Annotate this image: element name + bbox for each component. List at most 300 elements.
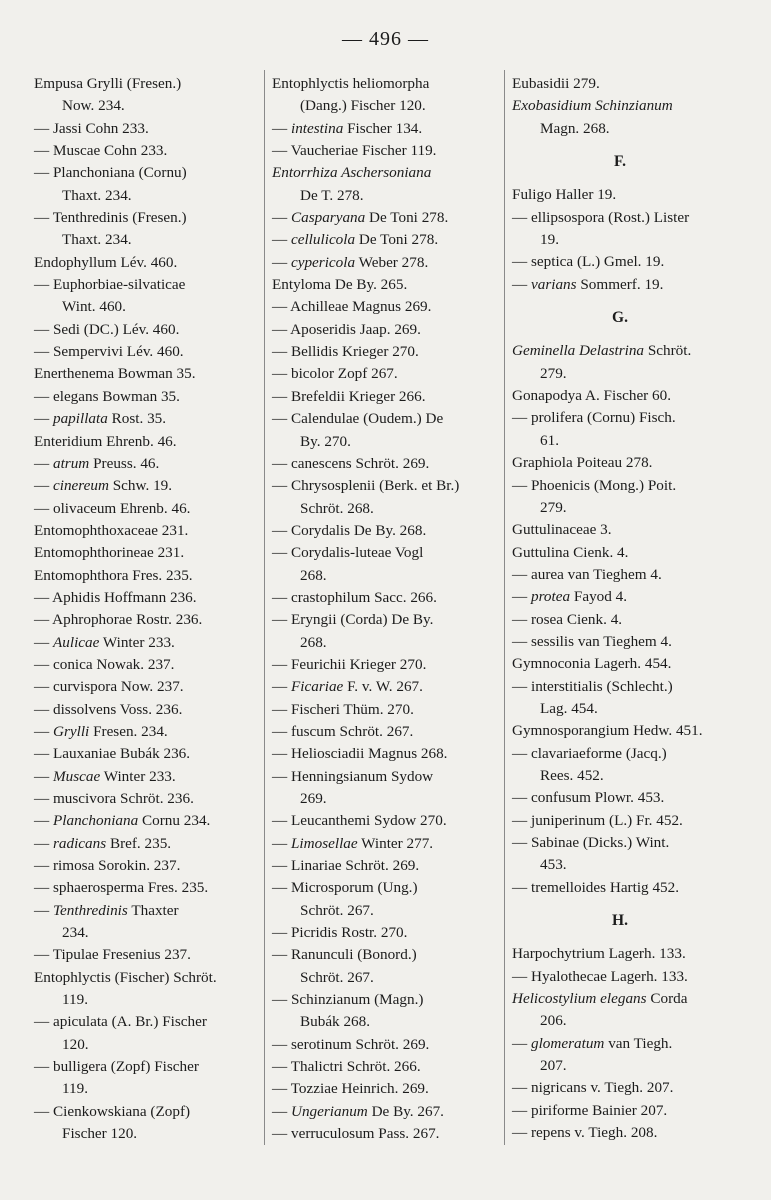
spacer [512,932,752,943]
index-entry [272,207,500,229]
entry-text: — [512,1034,531,1052]
entry-text: — [272,834,291,852]
index-entry [272,408,500,430]
index-entry [272,1078,500,1100]
spacer [512,140,752,151]
index-entry [512,586,752,608]
entry-italic-name: cypericola [290,253,356,271]
index-entry [272,587,500,609]
index-entry [34,855,262,877]
index-entry [272,810,500,832]
entry-italic-name: intestina [290,119,344,137]
index-entry [272,140,500,162]
index-entry [512,1100,752,1122]
entry-text: Schröt. 267. [300,968,374,986]
index-entry [34,609,262,631]
index-entry [512,73,752,95]
entry-text: — Lauxaniae Bubák 236. [34,745,191,763]
index-entry [512,877,752,899]
entry-text: — ellipsospora (Rost.) Lister [512,208,690,226]
index-entry [34,676,262,698]
section-heading: H. [612,912,628,930]
index-entry [34,73,262,95]
entry-text: — serotinum Schröt. 269. [272,1035,430,1053]
entry-text: Thaxt. 234. [62,186,132,204]
entry-text: Entophlyctis heliomorpha [272,75,430,92]
entry-text: Fuligo Haller 19. [512,186,617,204]
entry-text: — Heliosciadii Magnus 268. [272,745,448,763]
entry-text: Lag. 454. [540,699,598,717]
entry-text-after: Rost. 35. [107,410,167,428]
entry-text: — Corydalis De By. 268. [272,521,427,539]
index-entry [272,542,500,564]
entry-text-after: Cornu 234. [138,812,211,830]
index-entry [272,341,500,363]
index-entry [272,654,500,676]
entry-text: Enteridium Ehrenb. 46. [34,432,177,450]
entry-italic-name: Casparyana [290,209,366,227]
entry-text: — interstitialis (Schlecht.) [512,677,673,695]
entry-text: Graphiola Poiteau 278. [512,454,653,472]
entry-italic-name: Ungerianum [290,1102,368,1120]
entry-text: — [34,633,53,651]
index-entry [512,787,752,809]
entry-text: Gonapodya A. Fischer 60. [512,387,672,405]
entry-text: 279. [540,364,567,382]
entry-italic-name: radicans [52,834,107,852]
entry-text: Thaxt. 234. [62,231,132,249]
entry-text-after: van Tiegh. [604,1034,673,1052]
entry-text: — [34,454,53,472]
entry-text-after: Fresen. 234. [89,722,168,740]
entry-italic-name: Geminella Delastrina [512,342,645,360]
spacer [512,329,752,340]
index-entry [272,229,500,251]
index-entry [512,720,752,742]
entry-text: Eubasidii 279. [512,75,600,92]
index-entry [272,699,500,721]
entry-text: Magn. 268. [540,119,610,137]
entry-italic-name: cellulicola [290,231,356,249]
entry-text: — muscivora Schröt. 236. [34,790,194,807]
entry-italic-name: protea [530,588,571,606]
entry-text: — septica (L.) Gmel. 19. [512,253,665,271]
entry-italic-name: glomeratum [530,1034,605,1052]
index-entry [512,854,752,876]
index-entry [512,832,752,854]
index-entry [512,542,752,564]
entry-text: — Sedi (DC.) Lév. 460. [34,320,180,338]
spacer [512,296,752,307]
entry-text: Fischer 120. [62,1125,138,1143]
entry-text: — Fischeri Thüm. 270. [272,700,414,718]
entry-text-after: Weber 278. [355,253,429,271]
spacer [512,899,752,910]
index-entry [272,95,500,117]
index-entry [34,319,262,341]
index-entry [512,274,752,296]
entry-italic-name: Exobasidium Schinzianum [512,97,673,115]
index-entry [512,1122,752,1144]
index-entry [272,453,500,475]
index-entry [272,743,500,765]
entry-text: — canescens Schröt. 269. [272,454,430,472]
entry-text-after: Preuss. 46. [89,454,160,472]
index-entry [272,118,500,140]
index-entry [34,386,262,408]
entry-text: Entomophthorineae 231. [34,544,185,562]
entry-text: 119. [62,991,89,1009]
entry-italic-name: Tenthredinis [52,901,128,919]
index-entry [512,452,752,474]
entry-text: — tremelloides Hartig 452. [512,878,680,896]
entry-text: — Aphidis Hoffmann 236. [34,588,197,606]
index-entry [34,699,262,721]
entry-text: Guttulina Cienk. 4. [512,543,629,561]
entry-text: — olivaceum Ehrenb. 46. [34,499,191,517]
entry-text: — Planchoniana (Cornu) [34,164,187,182]
entry-text: — prolifera (Cornu) Fisch. [512,409,676,427]
entry-text: — Tozziae Heinrich. 269. [272,1080,429,1098]
index-entry [34,274,262,296]
entry-text: (Dang.) Fischer 120. [300,97,426,115]
entry-text: — [272,231,291,249]
index-entry [34,453,262,475]
index-entry [512,631,752,653]
entry-text: — [272,209,291,227]
entry-text: — [34,812,53,830]
entry-text: — verruculosum Pass. 267. [272,1125,440,1143]
index-entry [34,788,262,810]
index-entry [34,587,262,609]
index-entry [272,1101,500,1123]
entry-text: Entyloma De By. 265. [272,276,408,294]
index-entry [512,340,752,362]
entry-text: Entomophthoxaceae 231. [34,521,189,539]
index-entry [34,498,262,520]
index-entry [34,475,262,497]
entry-text: — [272,119,291,137]
entry-italic-name: Ficariae [290,678,344,696]
index-entry [34,207,262,229]
index-entry [512,407,752,429]
index-entry [512,653,752,675]
entry-italic-name: Grylli [52,722,90,740]
entry-text: — Muscae Cohn 233. [34,142,168,160]
index-entry [272,386,500,408]
entry-text-after: Thaxter [127,901,179,919]
section-heading: F. [614,153,626,171]
index-column-1 [34,73,262,1146]
entry-text: Endophyllum Lév. 460. [34,253,178,271]
entry-text: Bubák 268. [300,1013,371,1031]
index-entry [272,1056,500,1078]
entry-text: — fuscum Schröt. 267. [272,722,414,740]
entry-text: — Phoenicis (Mong.) Poit. [512,476,677,494]
entry-italic-name: Aulicae [52,633,100,651]
entry-text-after: Schröt. [644,342,692,360]
entry-text: — Aphrophorae Rostr. 236. [34,611,203,629]
index-entry [512,765,752,787]
index-entry [34,252,262,274]
entry-text: Now. 234. [62,97,125,115]
index-entry [272,721,500,743]
entry-text: Enerthenema Bowman 35. [34,365,196,383]
entry-text-after: Sommerf. 19. [576,275,664,293]
entry-italic-name: Muscae [52,767,101,785]
entry-text-after: Winter 233. [99,633,175,651]
entry-italic-name: papillata [52,410,108,428]
entry-text: 453. [540,856,567,874]
index-entry [272,475,500,497]
index-entry [272,632,500,654]
entry-text: — Euphorbiae-silvaticae [34,276,186,294]
entry-text: — Tenthredinis (Fresen.) [34,209,187,227]
entry-text: — [34,410,53,428]
entry-text: — [34,767,53,785]
index-entry [512,698,752,720]
index-entry [272,73,500,95]
index-entry [34,833,262,855]
entry-text: 19. [540,231,559,249]
entry-text: — Henningsianum Sydow [272,767,434,785]
index-entry [512,385,752,407]
entry-text: — apiculata (A. Br.) Fischer [34,1013,207,1031]
entry-text: — clavariaeforme (Jacq.) [512,744,667,762]
entry-text: Entomophthora Fres. 235. [34,566,193,584]
index-entry [512,363,752,385]
spacer [512,173,752,184]
entry-text-after: Winter 233. [100,767,176,785]
index-entry [512,475,752,497]
entry-text: — piriforme Bainier 207. [512,1101,668,1119]
index-entry [34,1101,262,1123]
entry-text: — bulligera (Zopf) Fischer [34,1058,199,1076]
index-entry [272,185,500,207]
index-entry [512,943,752,965]
index-entry [34,989,262,1011]
index-entry [272,676,500,698]
entry-text: — conica Nowak. 237. [34,655,175,673]
index-entry [272,1034,500,1056]
index-entry [272,252,500,274]
entry-italic-name: Limosellae [290,834,358,852]
index-entry [272,162,500,184]
entry-text: — confusum Plowr. 453. [512,789,665,807]
index-entry [272,855,500,877]
index-entry [512,676,752,698]
index-entry [272,431,500,453]
column-divider [264,70,265,1145]
entry-text-after: Fischer 134. [343,119,423,137]
index-entry [34,341,262,363]
entry-text: Gymnoconia Lagerh. 454. [512,655,672,673]
index-entry [34,632,262,654]
entry-text: — Microsporum (Ung.) [272,879,418,897]
entry-text: — [34,901,53,919]
entry-text: — [512,275,531,293]
entry-text: — Sempervivi Lév. 460. [34,343,184,361]
entry-text: Schröt. 268. [300,499,374,517]
index-entry [34,1034,262,1056]
index-entry [34,1056,262,1078]
index-entry [512,95,752,117]
entry-text: — Corydalis-luteae Vogl [272,544,424,562]
index-entry [34,743,262,765]
index-entry [512,988,752,1010]
entry-text: — curvispora Now. 237. [34,678,184,696]
index-entry [512,251,752,273]
index-entry [512,743,752,765]
index-column-2 [272,73,500,1146]
index-entry [34,296,262,318]
index-entry [34,140,262,162]
entry-text: — rosea Cienk. 4. [512,610,623,628]
index-entry [34,542,262,564]
entry-text: — Leucanthemi Sydow 270. [272,812,447,830]
entry-text: — nigricans v. Tiegh. 207. [512,1079,674,1097]
index-entry [34,520,262,542]
index-entry [34,565,262,587]
index-entry [34,185,262,207]
index-entry [34,118,262,140]
entry-italic-name: cinereum [52,477,109,495]
index-entry [512,1077,752,1099]
index-entry [272,1123,500,1145]
entry-text: 234. [62,924,89,942]
entry-text: — [272,1102,291,1120]
entry-text: — [34,834,53,852]
entry-text-after: Winter 277. [357,834,434,852]
entry-text: De T. 278. [300,186,364,204]
index-entry [272,833,500,855]
index-entry [34,766,262,788]
entry-text: 279. [540,498,567,516]
index-entry [512,118,752,140]
entry-text: 206. [540,1012,567,1030]
index-entry [34,922,262,944]
index-entry [512,966,752,988]
entry-text: 269. [300,790,327,807]
entry-text: — Eryngii (Corda) De By. [272,611,434,629]
index-entry [34,900,262,922]
entry-text: Guttulinaceae 3. [512,521,612,539]
index-entry [512,609,752,631]
entry-text: — Vaucheriae Fischer 119. [272,142,437,160]
index-entry [272,900,500,922]
index-entry [272,274,500,296]
entry-text: — [272,253,291,271]
entry-text: 61. [540,431,559,449]
entry-italic-name: atrum [52,454,90,472]
index-entry [272,944,500,966]
index-entry [272,766,500,788]
index-entry [34,967,262,989]
entry-text: — sphaerosperma Fres. 235. [34,879,209,897]
entry-text: — elegans Bowman 35. [34,387,180,405]
index-entry [272,565,500,587]
column-divider [504,70,505,1145]
entry-text: Rees. 452. [540,766,604,784]
entry-text: — Schinzianum (Magn.) [272,991,424,1009]
entry-text-after: De By. 267. [367,1102,444,1120]
index-column-3 [512,73,752,1144]
entry-text-after: De Toni 278. [355,231,439,249]
index-entry [34,162,262,184]
entry-text: — Chrysosplenii (Berk. et Br.) [272,477,460,495]
entry-text: — Bellidis Krieger 270. [272,343,419,361]
entry-text: — [34,722,53,740]
entry-text: — [512,588,531,606]
entry-text: — [272,678,291,696]
index-entry [272,609,500,631]
entry-italic-name: Planchoniana [52,812,139,830]
entry-text: — Hyalothecae Lagerh. 133. [512,967,688,985]
entry-text: — dissolvens Voss. 236. [34,700,183,718]
index-entry [34,408,262,430]
index-entry [512,519,752,541]
index-entry [512,1033,752,1055]
index-entry [272,498,500,520]
index-entry [272,319,500,341]
entry-text: 120. [62,1035,89,1053]
entry-text: Empusa Grylli (Fresen.) [34,75,182,92]
entry-text: — rimosa Sorokin. 237. [34,857,181,875]
entry-text-after: De Toni 278. [365,209,449,227]
index-entry [272,1011,500,1033]
index-entry [512,564,752,586]
index-entry [272,296,500,318]
entry-text: 268. [300,566,327,584]
index-entry [512,1010,752,1032]
entry-text: — Achilleae Magnus 269. [272,298,432,316]
page-number: — 496 — [342,28,429,50]
entry-text: 119. [62,1080,89,1098]
index-entry [512,497,752,519]
index-entry [34,721,262,743]
entry-text: — repens v. Tiegh. 208. [512,1124,658,1142]
index-entry [34,229,262,251]
index-entry [34,1011,262,1033]
index-entry [512,1055,752,1077]
index-entry [34,431,262,453]
entry-text: Harpochytrium Lagerh. 133. [512,945,686,963]
index-entry [272,520,500,542]
entry-text: — Tipulae Fresenius 237. [34,946,191,964]
index-entry [512,810,752,832]
entry-text: — crastophilum Sacc. 266. [272,588,437,606]
entry-text: — Jassi Cohn 233. [34,119,149,137]
entry-text: — [34,477,53,495]
entry-text: — Ranunculi (Bonord.) [272,946,417,964]
index-entry [512,430,752,452]
entry-text: By. 270. [300,432,351,450]
entry-text: Wint. 460. [62,298,126,316]
index-entry [272,989,500,1011]
index-entry [34,877,262,899]
index-entry [34,1123,262,1145]
index-entry [512,229,752,251]
entry-text: — Sabinae (Dicks.) Wint. [512,834,670,851]
entry-text: Gymnosporangium Hedw. 451. [512,722,703,740]
index-entry [272,363,500,385]
entry-text-after: Corda [646,990,688,1008]
index-entry [272,877,500,899]
entry-text: Entophlyctis (Fischer) Schröt. [34,968,217,986]
entry-text: — sessilis van Tieghem 4. [512,632,672,650]
entry-text: — Aposeridis Jaap. 269. [272,320,421,338]
entry-text: — aurea van Tieghem 4. [512,565,662,583]
